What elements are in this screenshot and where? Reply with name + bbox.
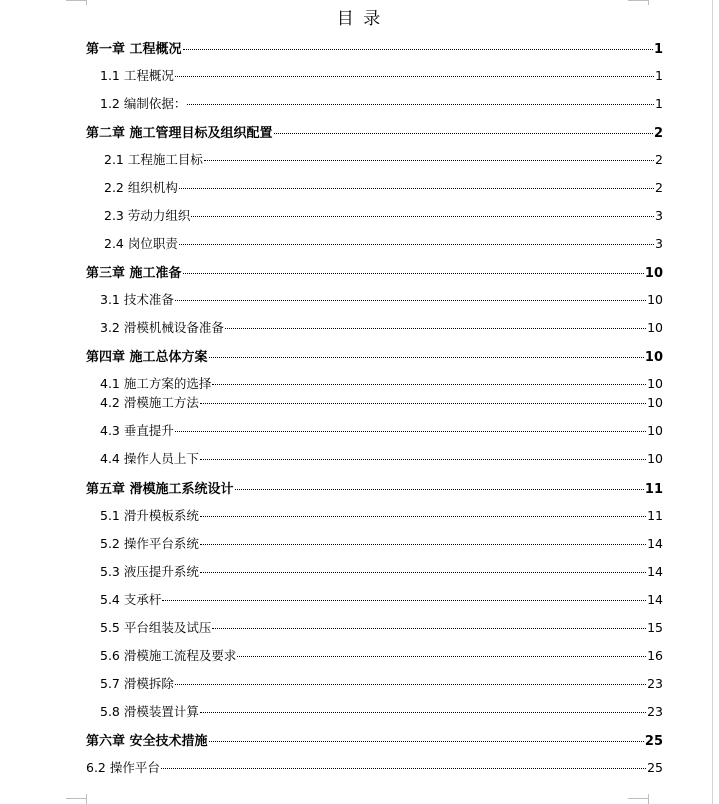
toc-entry-page-number: 10 bbox=[644, 266, 663, 281]
toc-section-entry[interactable] bbox=[100, 534, 663, 552]
toc-section-entry[interactable] bbox=[100, 702, 663, 720]
page-edge bbox=[712, 0, 713, 804]
dot-leader bbox=[179, 188, 654, 189]
toc-entry-label: 5.6 滑模施工流程及要求 bbox=[100, 648, 237, 663]
dot-leader bbox=[212, 628, 646, 629]
toc-entry-label: 5.2 操作平台系统 bbox=[100, 536, 199, 551]
toc-entry-page-number: 10 bbox=[647, 320, 663, 335]
toc-entry-page-number: 3 bbox=[655, 208, 663, 223]
toc-entry-label: 5.1 滑升模板系统 bbox=[100, 508, 199, 523]
toc-section-entry[interactable] bbox=[100, 590, 663, 608]
toc-entry-page-number: 2 bbox=[655, 180, 663, 195]
toc-section-entry[interactable] bbox=[100, 562, 663, 580]
toc-chapter-entry[interactable] bbox=[86, 346, 663, 365]
crop-mark bbox=[628, 798, 648, 799]
toc-entry-page-number: 1 bbox=[655, 96, 663, 111]
toc-section-entry[interactable] bbox=[104, 150, 663, 168]
toc-entry-page-number: 10 bbox=[647, 423, 663, 438]
toc-entry-label: 2.4 岗位职责 bbox=[104, 236, 178, 251]
toc-entry-label: 第六章 安全技术措施 bbox=[86, 734, 208, 749]
toc-entry-label: 2.3 劳动力组织 bbox=[104, 208, 191, 223]
toc-entry-page-number: 25 bbox=[647, 760, 663, 775]
toc-entry-label: 1.2 编制依据： bbox=[100, 96, 187, 111]
toc-section-entry[interactable] bbox=[100, 393, 663, 411]
toc-section-entry[interactable] bbox=[100, 94, 663, 112]
toc-entry-label: 第一章 工程概况 bbox=[86, 42, 182, 57]
toc-section-entry[interactable] bbox=[100, 374, 663, 392]
toc-entry-page-number: 10 bbox=[647, 292, 663, 307]
toc-entry-page-number: 16 bbox=[647, 648, 663, 663]
toc-entry-page-number: 3 bbox=[655, 236, 663, 251]
dot-leader bbox=[183, 273, 644, 274]
toc-entry-page-number: 23 bbox=[647, 704, 663, 719]
dot-leader bbox=[179, 244, 654, 245]
toc-section-entry[interactable] bbox=[104, 234, 663, 252]
toc-entry-page-number: 25 bbox=[644, 734, 663, 749]
toc-section-entry[interactable] bbox=[100, 506, 663, 524]
toc-entry-page-number: 14 bbox=[647, 564, 663, 579]
toc-entry-page-number: 2 bbox=[653, 126, 663, 141]
crop-mark bbox=[628, 0, 648, 1]
dot-leader bbox=[200, 712, 646, 713]
dot-leader bbox=[200, 572, 646, 573]
dot-leader bbox=[161, 768, 646, 769]
toc-entry-page-number: 14 bbox=[647, 592, 663, 607]
toc-entry-label: 3.2 滑模机械设备准备 bbox=[100, 320, 224, 335]
toc-entry-page-number: 15 bbox=[647, 620, 663, 635]
toc-entry-page-number: 11 bbox=[647, 508, 663, 523]
dot-leader bbox=[212, 384, 646, 385]
toc-entry-label: 第四章 施工总体方案 bbox=[86, 350, 208, 365]
crop-mark bbox=[66, 0, 86, 1]
crop-mark bbox=[86, 794, 87, 804]
dot-leader bbox=[175, 76, 654, 77]
dot-leader bbox=[225, 328, 646, 329]
toc-section-entry[interactable] bbox=[100, 290, 663, 308]
dot-leader bbox=[274, 133, 653, 134]
dot-leader bbox=[191, 216, 654, 217]
toc-entry-label: 5.7 滑模拆除 bbox=[100, 676, 174, 691]
toc-chapter-entry[interactable] bbox=[86, 478, 663, 497]
toc-entry-label: 5.8 滑模装置计算 bbox=[100, 704, 199, 719]
toc-entry-page-number: 23 bbox=[647, 676, 663, 691]
toc-section-entry[interactable] bbox=[86, 758, 663, 776]
toc-chapter-entry[interactable] bbox=[86, 122, 663, 141]
toc-entry-label: 2.1 工程施工目标 bbox=[104, 152, 203, 167]
dot-leader bbox=[175, 431, 646, 432]
dot-leader bbox=[209, 357, 644, 358]
toc-entry-label: 3.1 技术准备 bbox=[100, 292, 174, 307]
toc-entry-page-number: 10 bbox=[647, 376, 663, 391]
toc-entry-label: 5.5 平台组装及试压 bbox=[100, 620, 212, 635]
toc-section-entry[interactable] bbox=[100, 66, 663, 84]
toc-entry-label: 2.2 组织机构 bbox=[104, 180, 178, 195]
toc-entry-label: 第三章 施工准备 bbox=[86, 266, 182, 281]
toc-entry-label: 4.1 施工方案的选择 bbox=[100, 376, 212, 391]
toc-section-entry[interactable] bbox=[104, 178, 663, 196]
toc-section-entry[interactable] bbox=[100, 618, 663, 636]
toc-entry-page-number: 10 bbox=[644, 350, 663, 365]
toc-entry-label: 5.4 支承杆 bbox=[100, 592, 162, 607]
dot-leader bbox=[235, 489, 644, 490]
dot-leader bbox=[204, 160, 654, 161]
toc-entry-page-number: 14 bbox=[647, 536, 663, 551]
toc-section-entry[interactable] bbox=[104, 206, 663, 224]
dot-leader bbox=[175, 684, 646, 685]
dot-leader bbox=[200, 516, 646, 517]
dot-leader bbox=[200, 544, 646, 545]
toc-section-entry[interactable] bbox=[100, 674, 663, 692]
toc-entry-label: 第五章 滑模施工系统设计 bbox=[86, 482, 234, 497]
dot-leader bbox=[187, 104, 654, 105]
toc-entry-page-number: 1 bbox=[655, 68, 663, 83]
toc-entry-label: 4.3 垂直提升 bbox=[100, 423, 174, 438]
toc-section-entry[interactable] bbox=[100, 449, 663, 467]
toc-entry-label: 第二章 施工管理目标及组织配置 bbox=[86, 126, 273, 141]
crop-mark bbox=[66, 798, 86, 799]
toc-entry-label: 1.1 工程概况 bbox=[100, 68, 174, 83]
toc-entry-page-number: 10 bbox=[647, 395, 663, 410]
dot-leader bbox=[237, 656, 646, 657]
toc-entry-page-number: 11 bbox=[644, 482, 663, 497]
toc-section-entry[interactable] bbox=[100, 318, 663, 336]
toc-chapter-entry[interactable] bbox=[86, 730, 663, 749]
dot-leader bbox=[200, 403, 646, 404]
toc-entry-page-number: 10 bbox=[647, 451, 663, 466]
toc-entry-page-number: 2 bbox=[655, 152, 663, 167]
toc-entry-label: 4.2 滑模施工方法 bbox=[100, 395, 199, 410]
toc-chapter-entry[interactable] bbox=[86, 262, 663, 281]
toc-title: 目 录 bbox=[336, 9, 383, 29]
dot-leader bbox=[183, 49, 653, 50]
dot-leader bbox=[162, 600, 646, 601]
dot-leader bbox=[175, 300, 646, 301]
crop-mark bbox=[648, 794, 649, 804]
dot-leader bbox=[209, 741, 644, 742]
toc-section-entry[interactable] bbox=[100, 421, 663, 439]
dot-leader bbox=[200, 459, 646, 460]
toc-section-entry[interactable] bbox=[100, 646, 663, 664]
toc-entry-label: 5.3 液压提升系统 bbox=[100, 564, 199, 579]
toc-chapter-entry[interactable] bbox=[86, 38, 663, 57]
toc-entry-label: 4.4 操作人员上下 bbox=[100, 451, 199, 466]
toc-entry-page-number: 1 bbox=[653, 42, 663, 57]
toc-entry-label: 6.2 操作平台 bbox=[86, 760, 160, 775]
